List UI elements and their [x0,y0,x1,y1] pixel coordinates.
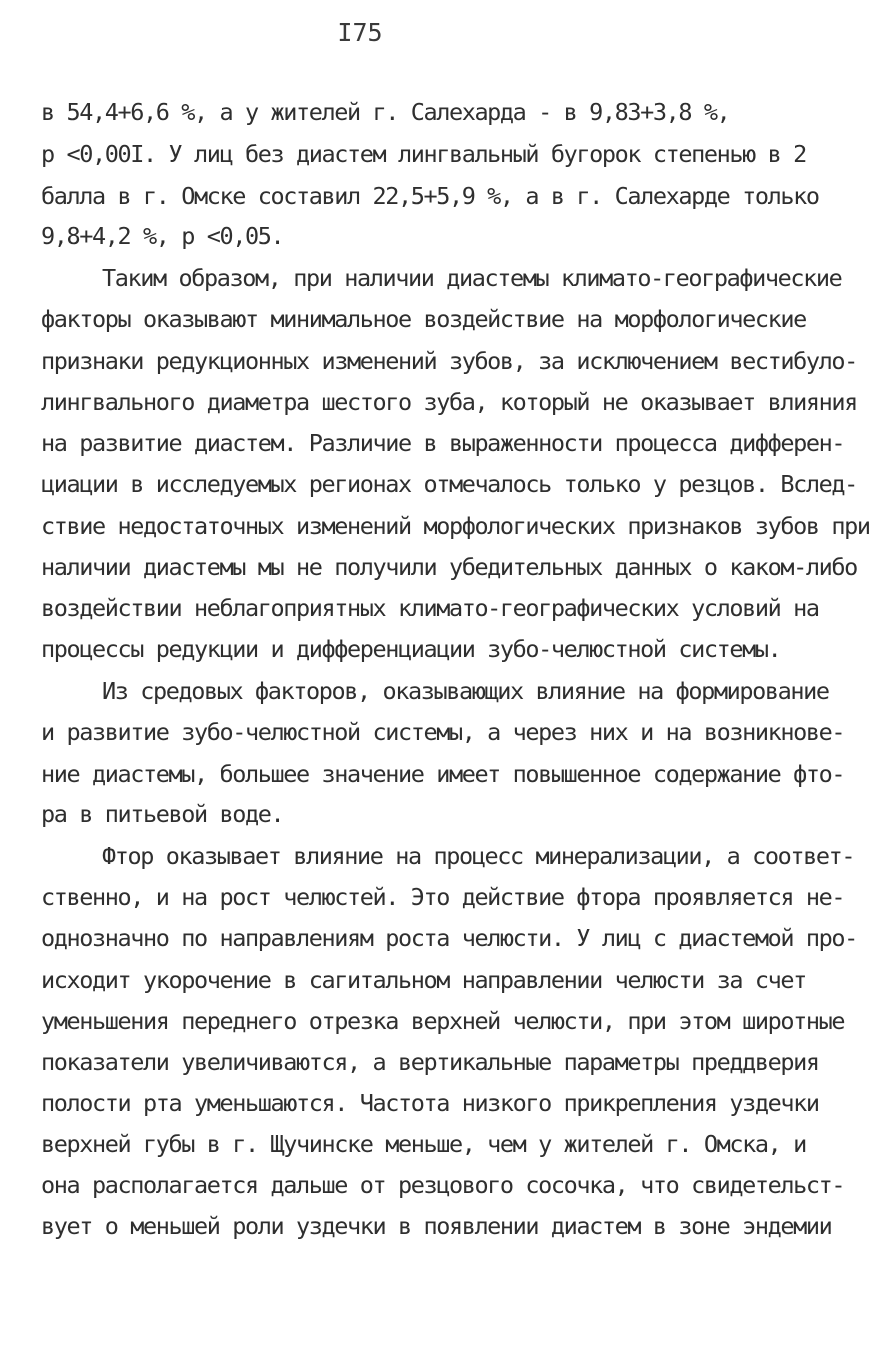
text-line: показатели увеличиваются, а вертикальные параметры преддверия [41,1048,819,1076]
text-line: циации в исследуемых регионах отмечалось только у резцов. Вслед- [41,470,857,498]
text-line: ние диастемы, большее значение имеет повышенное содержание фто- [41,760,845,788]
text-line: в 54,4+6,6 %, а у жителей г. Салехарда - в 9,83+3,8 %, [41,98,730,126]
text-line: верхней губы в г. Щучинске меньше, чем у жителей г. Омска, и [41,1130,806,1158]
text-line: 9,8+4,2 %, р <0,05. [41,222,284,250]
text-line: признаки редукционных изменений зубов, за исключением вестибуло- [41,347,857,375]
text-line: однозначно по направлениям роста челюсти. У лиц с диастемой про- [41,924,857,952]
text-line: Фтор оказывает влияние на процесс минерализации, а соответ- [102,842,855,870]
text-line: она располагается дальше от резцового сосочка, что свидетельст- [41,1171,845,1199]
page-number: I75 [337,18,383,47]
text-line: Из средовых факторов, оказывающих влияние на формирование [102,677,829,705]
text-line: ственно, и на рост челюстей. Это действие фтора проявляется не- [41,883,845,911]
text-line: и развитие зубо-челюстной системы, а через них и на возникнове- [41,718,845,746]
text-line: воздействии неблагоприятных климато-географических условий на [41,594,819,622]
text-line: наличии диастемы мы не получили убедительных данных о каком-либо [41,553,857,581]
text-line: процессы редукции и дифференциации зубо-челюстной системы. [41,635,781,663]
text-line: полости рта уменьшаются. Частота низкого прикрепления уздечки [41,1089,819,1117]
text-line: р <0,00I. У лиц без диастем лингвальный бугорок степенью в 2 [41,140,806,168]
text-line: исходит укорочение в сагитальном направлении челюсти за счет [41,966,806,994]
text-line: факторы оказывают минимальное воздействие на морфологические [41,305,806,333]
text-line: Таким образом, при наличии диастемы климато-географические [102,264,842,292]
text-line: лингвального диаметра шестого зуба, который не оказывает влияния [41,388,857,416]
text-line: ра в питьевой воде. [41,800,284,828]
text-line: на развитие диастем. Различие в выраженности процесса дифферен- [41,429,845,457]
text-line: ствие недостаточных изменений морфологических признаков зубов при [41,512,870,540]
text-line: уменьшения переднего отрезка верхней челюсти, при этом широтные [41,1007,845,1035]
text-line: вует о меньшей роли уздечки в появлении диастем в зоне эндемии [41,1212,832,1240]
text-line: балла в г. Омске составил 22,5+5,9 %, а в г. Салехарде только [41,182,819,210]
